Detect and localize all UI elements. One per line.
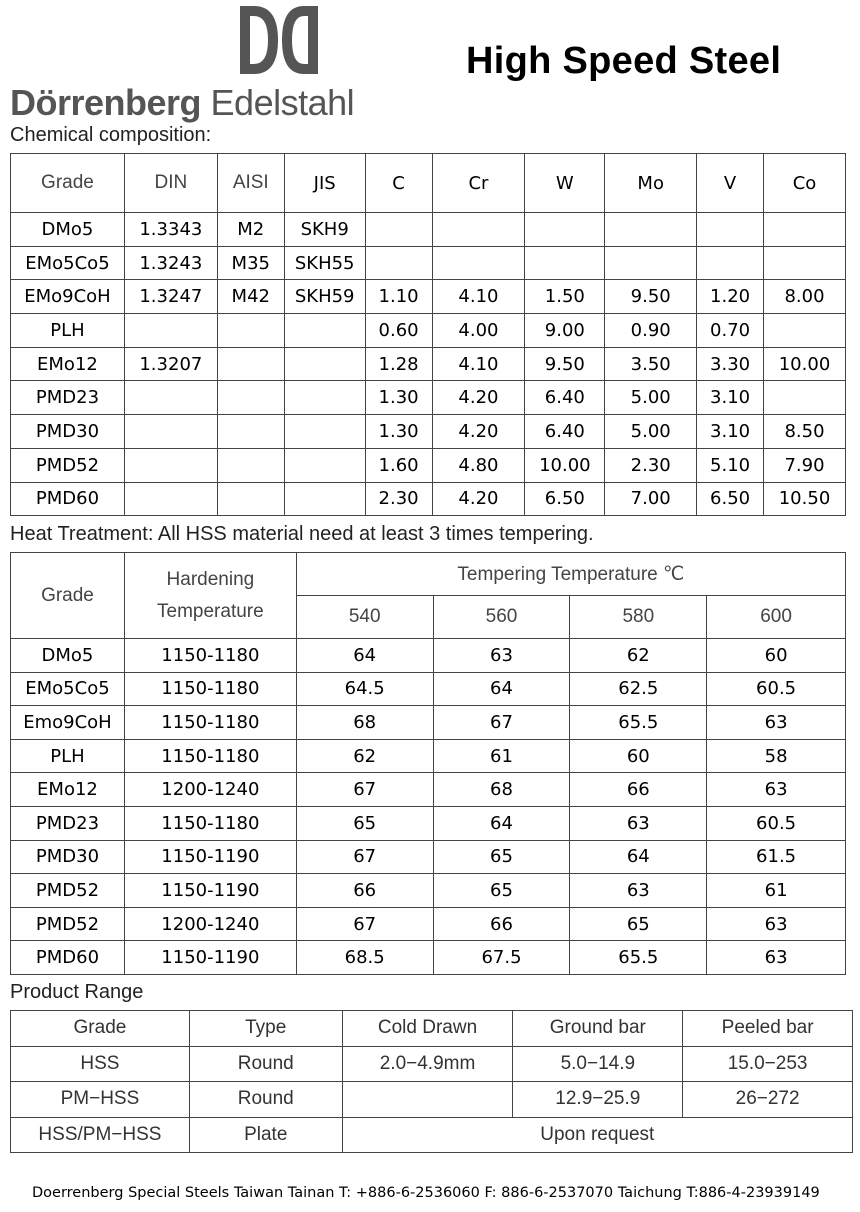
table-cell: 26−272 — [683, 1082, 853, 1118]
table-cell: 1.30 — [365, 415, 432, 449]
table-cell: 67 — [296, 773, 433, 807]
table-cell — [764, 314, 846, 348]
table-cell: 1.3247 — [124, 280, 217, 314]
table-cell — [365, 246, 432, 280]
chemical-header-cell: C — [365, 154, 432, 213]
heat-section-title: Heat Treatment: All HSS material need at least 3 times tempering. — [10, 523, 594, 545]
table-cell — [284, 381, 365, 415]
table-cell — [432, 213, 525, 247]
table-cell: 2.30 — [365, 482, 432, 516]
table-cell: 12.9−25.9 — [513, 1082, 683, 1118]
table-cell: 1150-1190 — [124, 874, 296, 908]
dd-logo-icon — [240, 6, 320, 74]
table-cell: 1.28 — [365, 347, 432, 381]
table-row — [11, 840, 846, 874]
table-cell: 1150-1190 — [124, 840, 296, 874]
table-cell: 63 — [570, 806, 707, 840]
table-cell: 3.10 — [697, 415, 764, 449]
table-cell: 64 — [433, 672, 570, 706]
table-cell — [605, 213, 697, 247]
brand-bold: Dörrenberg — [10, 82, 202, 123]
table-row — [11, 941, 846, 975]
table-cell — [124, 314, 217, 348]
chemical-header-cell: V — [697, 154, 764, 213]
plate-type: Plate — [189, 1117, 342, 1153]
table-cell: 0.60 — [365, 314, 432, 348]
table-cell: 60 — [707, 639, 846, 673]
table-cell — [342, 1082, 513, 1118]
table-row — [11, 347, 846, 381]
hardening-header-line-1: Hardening — [166, 568, 255, 590]
table-row — [11, 1046, 853, 1082]
page-title: High Speed Steel — [466, 40, 782, 82]
table-row — [11, 415, 846, 449]
tempering-temp-cell: 560 — [433, 596, 570, 639]
table-cell: 65 — [570, 907, 707, 941]
table-row — [11, 706, 846, 740]
table-cell: 0.70 — [697, 314, 764, 348]
table-cell: 3.50 — [605, 347, 697, 381]
product-section-title: Product Range — [10, 981, 144, 1003]
table-cell: 62 — [570, 639, 707, 673]
product-header-cell: Ground bar — [513, 1011, 683, 1047]
table-cell: 63 — [707, 773, 846, 807]
table-cell — [124, 381, 217, 415]
table-cell: EMo9CoH — [11, 280, 125, 314]
table-cell: 64 — [433, 806, 570, 840]
table-cell: 6.50 — [525, 482, 605, 516]
table-cell: PLH — [11, 739, 125, 773]
table-cell: PMD52 — [11, 448, 125, 482]
table-cell: 61 — [433, 739, 570, 773]
table-row — [11, 482, 846, 516]
table-cell: 4.20 — [432, 415, 525, 449]
table-row — [11, 672, 846, 706]
table-row — [11, 280, 846, 314]
table-row — [11, 907, 846, 941]
table-cell — [124, 448, 217, 482]
plate-note: Upon request — [342, 1117, 852, 1153]
table-cell — [284, 347, 365, 381]
table-cell: 8.00 — [764, 280, 846, 314]
table-cell: 1.20 — [697, 280, 764, 314]
table-row — [11, 773, 846, 807]
table-cell: 66 — [570, 773, 707, 807]
table-cell: 64.5 — [296, 672, 433, 706]
table-cell — [284, 415, 365, 449]
table-cell: 58 — [707, 739, 846, 773]
table-cell: 5.00 — [605, 381, 697, 415]
table-cell: 66 — [296, 874, 433, 908]
product-range-table — [10, 1010, 853, 1153]
tempering-temp-cell: 580 — [570, 596, 707, 639]
table-cell: 65 — [296, 806, 433, 840]
table-cell: PMD52 — [11, 907, 125, 941]
product-header-cell: Type — [189, 1011, 342, 1047]
table-cell: 1.10 — [365, 280, 432, 314]
brand-light: Edelstahl — [210, 82, 355, 123]
table-cell — [124, 415, 217, 449]
table-cell: Round — [189, 1046, 342, 1082]
table-cell: PMD23 — [11, 806, 125, 840]
table-cell — [217, 482, 284, 516]
table-cell: 65 — [433, 874, 570, 908]
table-cell — [217, 448, 284, 482]
table-cell: 1150-1190 — [124, 941, 296, 975]
table-cell: 1200-1240 — [124, 773, 296, 807]
table-cell — [525, 213, 605, 247]
table-cell: 1.3343 — [124, 213, 217, 247]
table-cell: 4.20 — [432, 482, 525, 516]
table-cell: 68 — [433, 773, 570, 807]
table-cell: M42 — [217, 280, 284, 314]
table-cell: PMD23 — [11, 381, 125, 415]
table-cell: 9.50 — [605, 280, 697, 314]
table-cell: HSS — [11, 1046, 190, 1082]
table-row — [11, 1082, 853, 1118]
table-cell: PMD52 — [11, 874, 125, 908]
table-cell: 9.50 — [525, 347, 605, 381]
table-cell: 4.10 — [432, 347, 525, 381]
table-cell: 1200-1240 — [124, 907, 296, 941]
table-row — [11, 806, 846, 840]
footer-contact: Doerrenberg Special Steels Taiwan Tainan T: +886-6-2536060 F: 886-6-2537070 Taichung T:886-4-23939149 — [32, 1185, 820, 1201]
hardening-temperature-header — [124, 553, 296, 639]
table-cell: 10.00 — [764, 347, 846, 381]
heat-treatment-table — [10, 552, 846, 975]
table-row — [11, 448, 846, 482]
table-cell: 63 — [707, 706, 846, 740]
table-cell: EMo5Co5 — [11, 672, 125, 706]
tempering-temperature-header: Tempering Temperature ℃ — [296, 553, 845, 596]
table-cell: 15.0−253 — [683, 1046, 853, 1082]
hardening-header-line-2: Temperature — [157, 600, 264, 622]
product-header-row — [11, 1011, 853, 1047]
table-cell: 4.00 — [432, 314, 525, 348]
chemical-header-cell: Grade — [11, 154, 125, 213]
table-cell: 4.10 — [432, 280, 525, 314]
table-cell: 66 — [433, 907, 570, 941]
table-cell: 1150-1180 — [124, 806, 296, 840]
table-row — [11, 874, 846, 908]
table-cell: EMo12 — [11, 347, 125, 381]
table-cell: 10.50 — [764, 482, 846, 516]
table-cell — [217, 314, 284, 348]
table-cell: SKH55 — [284, 246, 365, 280]
table-row — [11, 739, 846, 773]
chemical-header-cell: W — [525, 154, 605, 213]
table-cell: PMD30 — [11, 415, 125, 449]
table-cell: 63 — [570, 874, 707, 908]
table-cell: 1.60 — [365, 448, 432, 482]
chemical-header-cell: AISI — [217, 154, 284, 213]
chemical-header-cell: Co — [764, 154, 846, 213]
chemical-header-cell: Cr — [432, 154, 525, 213]
table-cell: 1150-1180 — [124, 706, 296, 740]
table-cell — [284, 482, 365, 516]
table-cell: 1.3243 — [124, 246, 217, 280]
table-cell: 67 — [296, 907, 433, 941]
table-cell: 5.0−14.9 — [513, 1046, 683, 1082]
chemical-section-title: Chemical composition: — [10, 124, 212, 146]
table-cell: Round — [189, 1082, 342, 1118]
table-cell: PM−HSS — [11, 1082, 190, 1118]
tempering-temp-cell: 540 — [296, 596, 433, 639]
table-cell — [764, 381, 846, 415]
plate-grade: HSS/PM−HSS — [11, 1117, 190, 1153]
chemical-header-cell: Mo — [605, 154, 697, 213]
table-cell: PMD60 — [11, 941, 125, 975]
table-cell: 67 — [433, 706, 570, 740]
product-header-cell: Grade — [11, 1011, 190, 1047]
table-cell: 64 — [296, 639, 433, 673]
table-cell: 3.10 — [697, 381, 764, 415]
table-cell: 61 — [707, 874, 846, 908]
product-plate-row — [11, 1117, 853, 1153]
table-cell: 1.3207 — [124, 347, 217, 381]
table-cell — [605, 246, 697, 280]
table-cell — [284, 448, 365, 482]
table-cell: 60.5 — [707, 806, 846, 840]
table-cell: SKH59 — [284, 280, 365, 314]
table-cell: 0.90 — [605, 314, 697, 348]
chemical-header-cell: DIN — [124, 154, 217, 213]
table-cell: 5.00 — [605, 415, 697, 449]
table-cell: M35 — [217, 246, 284, 280]
table-cell: 60 — [570, 739, 707, 773]
table-cell: 6.40 — [525, 415, 605, 449]
table-cell: 10.00 — [525, 448, 605, 482]
table-cell — [764, 246, 846, 280]
heat-header-row-1 — [11, 553, 846, 596]
tempering-temp-cell: 600 — [707, 596, 846, 639]
table-cell: 1.50 — [525, 280, 605, 314]
table-cell: 65 — [433, 840, 570, 874]
table-row — [11, 639, 846, 673]
brand-name — [10, 82, 354, 124]
table-cell: PMD30 — [11, 840, 125, 874]
table-cell — [217, 347, 284, 381]
chemical-header-row — [11, 154, 846, 213]
table-cell: 4.80 — [432, 448, 525, 482]
table-cell: 1.30 — [365, 381, 432, 415]
product-header-cell: Peeled bar — [683, 1011, 853, 1047]
table-cell: 64 — [570, 840, 707, 874]
table-cell: 67 — [296, 840, 433, 874]
table-cell: EMo12 — [11, 773, 125, 807]
table-cell — [697, 213, 764, 247]
table-cell: 61.5 — [707, 840, 846, 874]
table-cell — [365, 213, 432, 247]
table-cell: Emo9CoH — [11, 706, 125, 740]
table-cell: 8.50 — [764, 415, 846, 449]
table-cell: 65.5 — [570, 706, 707, 740]
table-row — [11, 246, 846, 280]
table-cell: 4.20 — [432, 381, 525, 415]
table-cell: DMo5 — [11, 213, 125, 247]
table-cell: 5.10 — [697, 448, 764, 482]
table-cell: 65.5 — [570, 941, 707, 975]
table-cell: 68.5 — [296, 941, 433, 975]
company-logo — [10, 4, 390, 123]
table-cell: 67.5 — [433, 941, 570, 975]
table-cell: 9.00 — [525, 314, 605, 348]
table-cell: 3.30 — [697, 347, 764, 381]
table-cell: 2.30 — [605, 448, 697, 482]
heat-grade-header: Grade — [11, 553, 125, 639]
table-cell: M2 — [217, 213, 284, 247]
table-cell: 63 — [707, 941, 846, 975]
table-cell: 7.00 — [605, 482, 697, 516]
table-cell: 6.40 — [525, 381, 605, 415]
table-cell: DMo5 — [11, 639, 125, 673]
table-cell: 7.90 — [764, 448, 846, 482]
table-cell: 62 — [296, 739, 433, 773]
table-row — [11, 314, 846, 348]
table-cell: 68 — [296, 706, 433, 740]
table-cell: 63 — [707, 907, 846, 941]
table-cell: PMD60 — [11, 482, 125, 516]
table-row — [11, 213, 846, 247]
chemical-composition-table — [10, 153, 846, 516]
table-cell — [284, 314, 365, 348]
table-cell: 1150-1180 — [124, 639, 296, 673]
table-cell: PLH — [11, 314, 125, 348]
table-cell: 6.50 — [697, 482, 764, 516]
product-header-cell: Cold Drawn — [342, 1011, 513, 1047]
table-cell: EMo5Co5 — [11, 246, 125, 280]
table-cell — [525, 246, 605, 280]
table-row — [11, 381, 846, 415]
table-cell — [124, 482, 217, 516]
table-cell: 62.5 — [570, 672, 707, 706]
table-cell — [432, 246, 525, 280]
table-cell: 60.5 — [707, 672, 846, 706]
table-cell: 1150-1180 — [124, 739, 296, 773]
table-cell: 1150-1180 — [124, 672, 296, 706]
chemical-header-cell: JIS — [284, 154, 365, 213]
table-cell — [764, 213, 846, 247]
table-cell: SKH9 — [284, 213, 365, 247]
table-cell: 63 — [433, 639, 570, 673]
table-cell — [217, 381, 284, 415]
table-cell — [697, 246, 764, 280]
table-cell — [217, 415, 284, 449]
table-cell: 2.0−4.9mm — [342, 1046, 513, 1082]
